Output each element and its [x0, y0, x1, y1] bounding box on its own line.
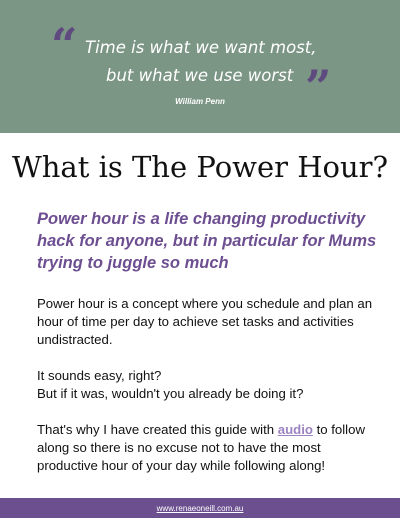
quote-banner [0, 0, 400, 133]
guide-text-before: That's why I have created this guide with [37, 422, 278, 437]
body-text [37, 295, 377, 493]
subtitle: Power hour is a life changing productivity hack for anyone, but in particular for Mums trying to juggle so much [37, 210, 377, 272]
quote-line-1: Time is what we want most, [85, 38, 317, 57]
guide-text-after: to follow along so there is no excuse not to have the most productive hour of your day while following along! [37, 422, 365, 473]
open-quote-icon: “ [51, 18, 78, 72]
page-title: What is The Power Hour? [11, 150, 389, 184]
question-line-1: It sounds easy, right? [37, 368, 162, 383]
paragraph-question [37, 367, 377, 403]
question-line-2: But if it was, wouldn't you already be doing it? [37, 386, 304, 401]
quote-line-2: but what we use worst [106, 66, 294, 85]
quote-author: William Penn [175, 97, 225, 106]
paragraph-intro: Power hour is a concept where you schedule and plan an hour of time per day to achieve set tasks and activities undistracted. [37, 296, 373, 347]
website-link[interactable]: www.renaeoneill.com.au [156, 504, 244, 513]
audio-link[interactable]: audio [277, 422, 313, 437]
footer-bar [0, 498, 400, 518]
close-quote-icon: ” [305, 60, 332, 114]
paragraph-guide [37, 421, 377, 475]
